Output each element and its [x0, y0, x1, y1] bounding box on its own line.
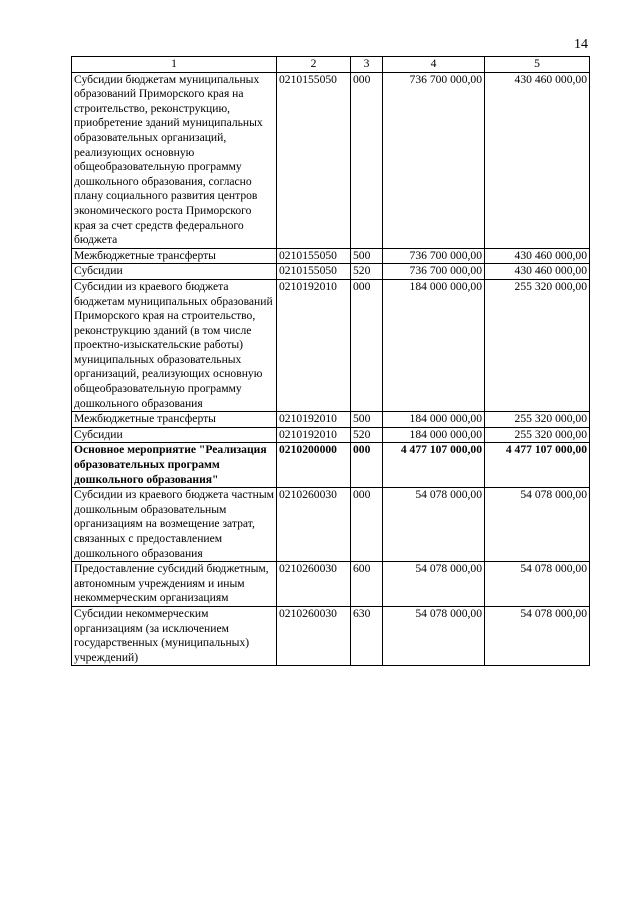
row-code-cell: 0210260030	[277, 562, 351, 607]
row-amount-year-2-cell: 4 477 107 000,00	[485, 443, 590, 488]
row-amount-year-2-cell: 430 460 000,00	[485, 248, 590, 264]
row-amount-year-2-cell: 255 320 000,00	[485, 279, 590, 411]
row-code-cell: 0210192010	[277, 412, 351, 428]
row-amount-year-2-cell: 54 078 000,00	[485, 606, 590, 665]
row-name-cell: Субсидии бюджетам муниципальных образований Приморского края на строительство, реконструкцию, приобретение зданий муниципальных образовательных организаций, реализующих основную общеобразовательную программу дошкольного образования, согласно плану социального развития центров экономического роста Приморского края за счет средств федерального бюджета	[72, 72, 277, 248]
row-amount-year-2-cell: 430 460 000,00	[485, 72, 590, 248]
row-expense-type-cell: 000	[351, 279, 383, 411]
row-expense-type-cell: 500	[351, 248, 383, 264]
row-name-cell: Субсидии	[72, 264, 277, 280]
row-amount-year-1-cell: 184 000 000,00	[383, 279, 485, 411]
table-row	[72, 264, 590, 280]
row-code-cell: 0210155050	[277, 72, 351, 248]
row-expense-type-cell: 000	[351, 488, 383, 562]
column-header-5: 5	[485, 57, 590, 73]
row-amount-year-1-cell: 184 000 000,00	[383, 412, 485, 428]
row-name-cell: Субсидии	[72, 427, 277, 443]
row-expense-type-cell: 600	[351, 562, 383, 607]
row-name-cell: Субсидии из краевого бюджета бюджетам муниципальных образований Приморского края на строительство, реконструкцию зданий (в том числе проектно-изыскательские работы) муниципальных образовательных организаций, реализующих основную общеобразовательную программу дошкольного образования	[72, 279, 277, 411]
table-row	[72, 427, 590, 443]
row-amount-year-1-cell: 736 700 000,00	[383, 264, 485, 280]
table-row	[72, 412, 590, 428]
page-number: 14	[574, 37, 588, 52]
row-name-cell: Субсидии некоммерческим организациям (за исключением государственных (муниципальных) учреждений)	[72, 606, 277, 665]
row-expense-type-cell: 000	[351, 443, 383, 488]
table-row	[72, 279, 590, 411]
row-expense-type-cell: 520	[351, 264, 383, 280]
row-code-cell: 0210260030	[277, 488, 351, 562]
table-row	[72, 562, 590, 607]
row-code-cell: 0210260030	[277, 606, 351, 665]
column-header-4: 4	[383, 57, 485, 73]
row-code-cell: 0210155050	[277, 264, 351, 280]
row-amount-year-1-cell: 54 078 000,00	[383, 562, 485, 607]
row-code-cell: 0210200000	[277, 443, 351, 488]
table-row	[72, 488, 590, 562]
row-name-cell: Субсидии из краевого бюджета частным дошкольным образовательным организациям на возмещение затрат, связанных с предоставлением дошкольного образования	[72, 488, 277, 562]
table-body	[72, 72, 590, 666]
row-amount-year-2-cell: 255 320 000,00	[485, 427, 590, 443]
row-name-cell: Межбюджетные трансферты	[72, 412, 277, 428]
row-amount-year-1-cell: 54 078 000,00	[383, 606, 485, 665]
table-row	[72, 443, 590, 488]
table-row	[72, 248, 590, 264]
row-expense-type-cell: 520	[351, 427, 383, 443]
column-header-3: 3	[351, 57, 383, 73]
row-amount-year-1-cell: 736 700 000,00	[383, 72, 485, 248]
row-name-cell: Основное мероприятие "Реализация образовательных программ дошкольного образования"	[72, 443, 277, 488]
row-amount-year-2-cell: 54 078 000,00	[485, 488, 590, 562]
row-amount-year-1-cell: 736 700 000,00	[383, 248, 485, 264]
row-name-cell: Межбюджетные трансферты	[72, 248, 277, 264]
budget-table	[71, 56, 590, 666]
row-expense-type-cell: 500	[351, 412, 383, 428]
row-amount-year-2-cell: 54 078 000,00	[485, 562, 590, 607]
column-header-1: 1	[72, 57, 277, 73]
table-row	[72, 72, 590, 248]
column-header-2: 2	[277, 57, 351, 73]
row-name-cell: Предоставление субсидий бюджетным, автономным учреждениям и иным некоммерческим организациям	[72, 562, 277, 607]
row-expense-type-cell: 000	[351, 72, 383, 248]
row-code-cell: 0210192010	[277, 427, 351, 443]
table-row	[72, 606, 590, 665]
row-amount-year-1-cell: 184 000 000,00	[383, 427, 485, 443]
row-code-cell: 0210155050	[277, 248, 351, 264]
row-expense-type-cell: 630	[351, 606, 383, 665]
row-code-cell: 0210192010	[277, 279, 351, 411]
row-amount-year-1-cell: 4 477 107 000,00	[383, 443, 485, 488]
column-number-row	[72, 57, 590, 73]
row-amount-year-1-cell: 54 078 000,00	[383, 488, 485, 562]
row-amount-year-2-cell: 255 320 000,00	[485, 412, 590, 428]
row-amount-year-2-cell: 430 460 000,00	[485, 264, 590, 280]
